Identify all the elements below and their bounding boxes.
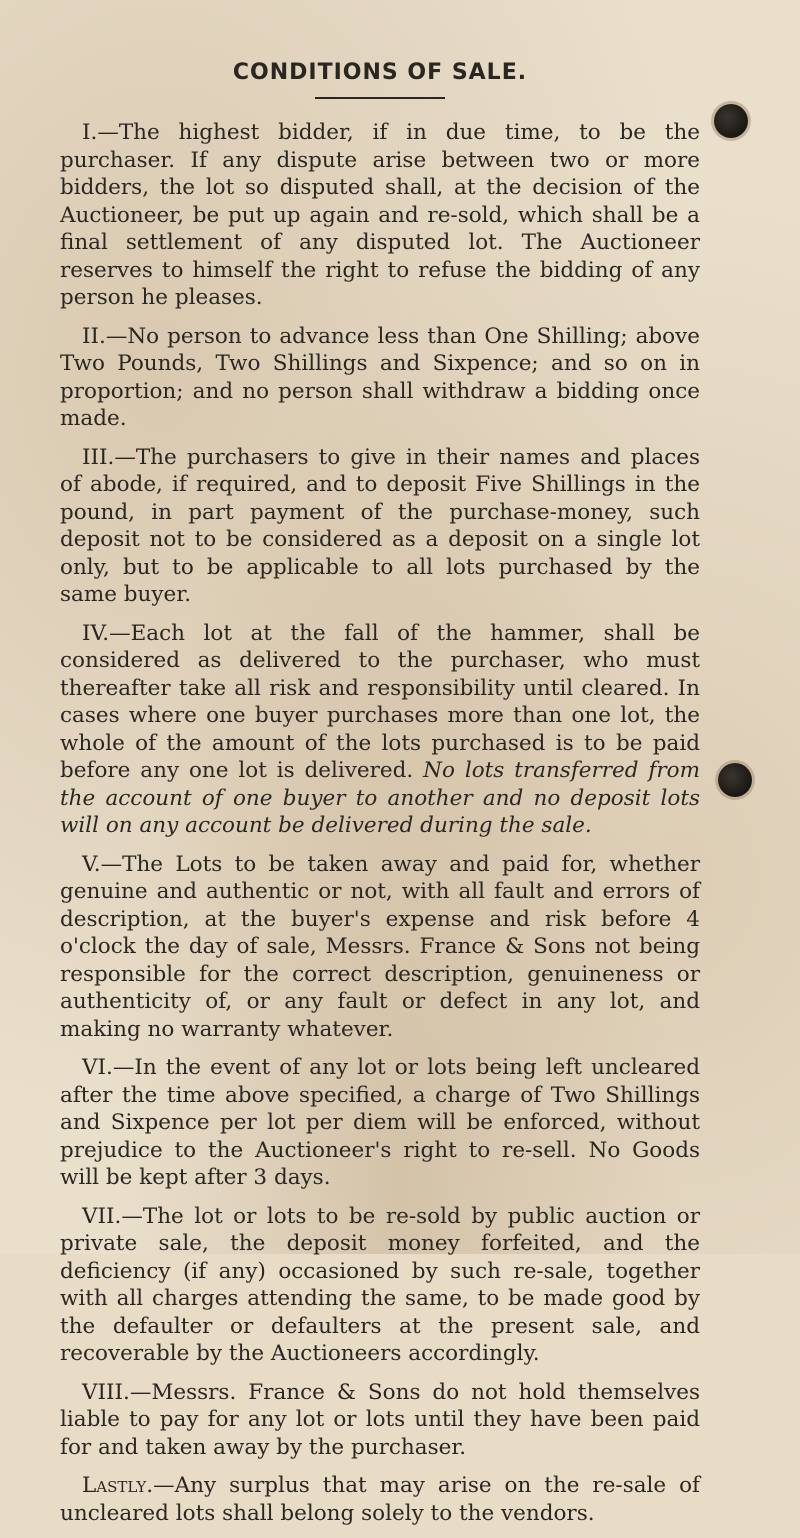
clause-7 [60, 1203, 700, 1368]
clause-number: Lastly.— [82, 1473, 175, 1498]
clause-1 [60, 119, 700, 312]
clause-text: Messrs. France & Sons do not hold themselves liable to pay for any lot or lots until they have been paid for and taken away by the purchaser. [60, 1379, 700, 1460]
clause-5 [60, 851, 700, 1044]
clause-text: The lot or lots to be re-sold by public auction or private sale, the deposit money forfeited, and the deficiency (if any) occasioned by such re-sale, together with all charges attending the same, to be made good by the defaulter or defaulters at the present sale, and recoverable by the Auctioneers accordingly. [60, 1203, 700, 1366]
punch-hole-top [714, 104, 748, 138]
clause-number: VII.— [82, 1203, 143, 1229]
punch-hole-bottom [718, 763, 752, 797]
clause-text: In the event of any lot or lots being left uncleared after the time above specified, a charge of Two Shillings and Sixpence per lot per diem will be enforced, without prejudice to the Auctioneer's right to re-sell. No Goods will be kept after 3 days. [60, 1055, 700, 1190]
clause-number: I.— [82, 120, 119, 145]
clause-number: II.— [82, 323, 128, 349]
clause-number: V.— [82, 851, 123, 877]
clause-italic-text: No lots transferred from the account of one buyer to another and no deposit lots will on any account be delivered during the sale. [60, 758, 701, 838]
clause-text: The purchasers to give in their names and places of abode, if required, and to deposit Five Shillings in the pound, in part payment of the purchase-money, such deposit not to be considered as a deposit on a single lot only, but to be applicable to all lots purchased by the same buyer. [60, 444, 700, 607]
page-title: CONDITIONS OF SALE. [232, 60, 528, 85]
clause-lastly [60, 1472, 700, 1527]
clause-text: The highest bidder, if in due time, to be the purchaser. If any dispute arise between two or more bidders, the lot so disputed shall, at the decision of the Auctioneer, be put up again and re-sold, which shall be a final settlement of any disputed lot. The Auctioneer reserves to himself the right to refuse the bidding of any person he pleases. [60, 120, 700, 310]
clause-text: Each lot at the fall of the hammer, shall be considered as delivered to the purchaser, who must thereafter take all risk and responsibility until cleared. In cases where one buyer purchases more than one lot, the whole of the amount of the lots purchased is to be paid before any one lot is delivered. [60, 620, 700, 783]
clause-6 [60, 1054, 700, 1192]
title-rule [315, 97, 445, 99]
clause-number: III.— [82, 444, 136, 470]
clause-text: Any surplus that may arise on the re-sale of uncleared lots shall belong solely to the vendors. [60, 1473, 700, 1526]
clause-8 [60, 1379, 700, 1462]
clause-number: VIII.— [82, 1379, 152, 1405]
clause-2 [60, 323, 700, 433]
page-content [60, 60, 700, 1538]
clause-3 [60, 444, 700, 609]
clause-number: VI.— [82, 1055, 135, 1080]
clause-text: The Lots to be taken away and paid for, whether genuine and authentic or not, with all fault and errors of description, at the buyer's expense and risk before 4 o'clock the day of sale, Messrs. France & Sons not being responsible for the correct description, genuineness or authenticity of, or any fault or defect in any lot, and making no warranty whatever. [60, 851, 700, 1042]
clause-4 [60, 620, 700, 840]
clause-text: No person to advance less than One Shilling; above Two Pounds, Two Shillings and Sixpence; and so on in proportion; and no person shall withdraw a bidding once made. [60, 323, 700, 431]
clause-number: IV.— [82, 620, 131, 646]
